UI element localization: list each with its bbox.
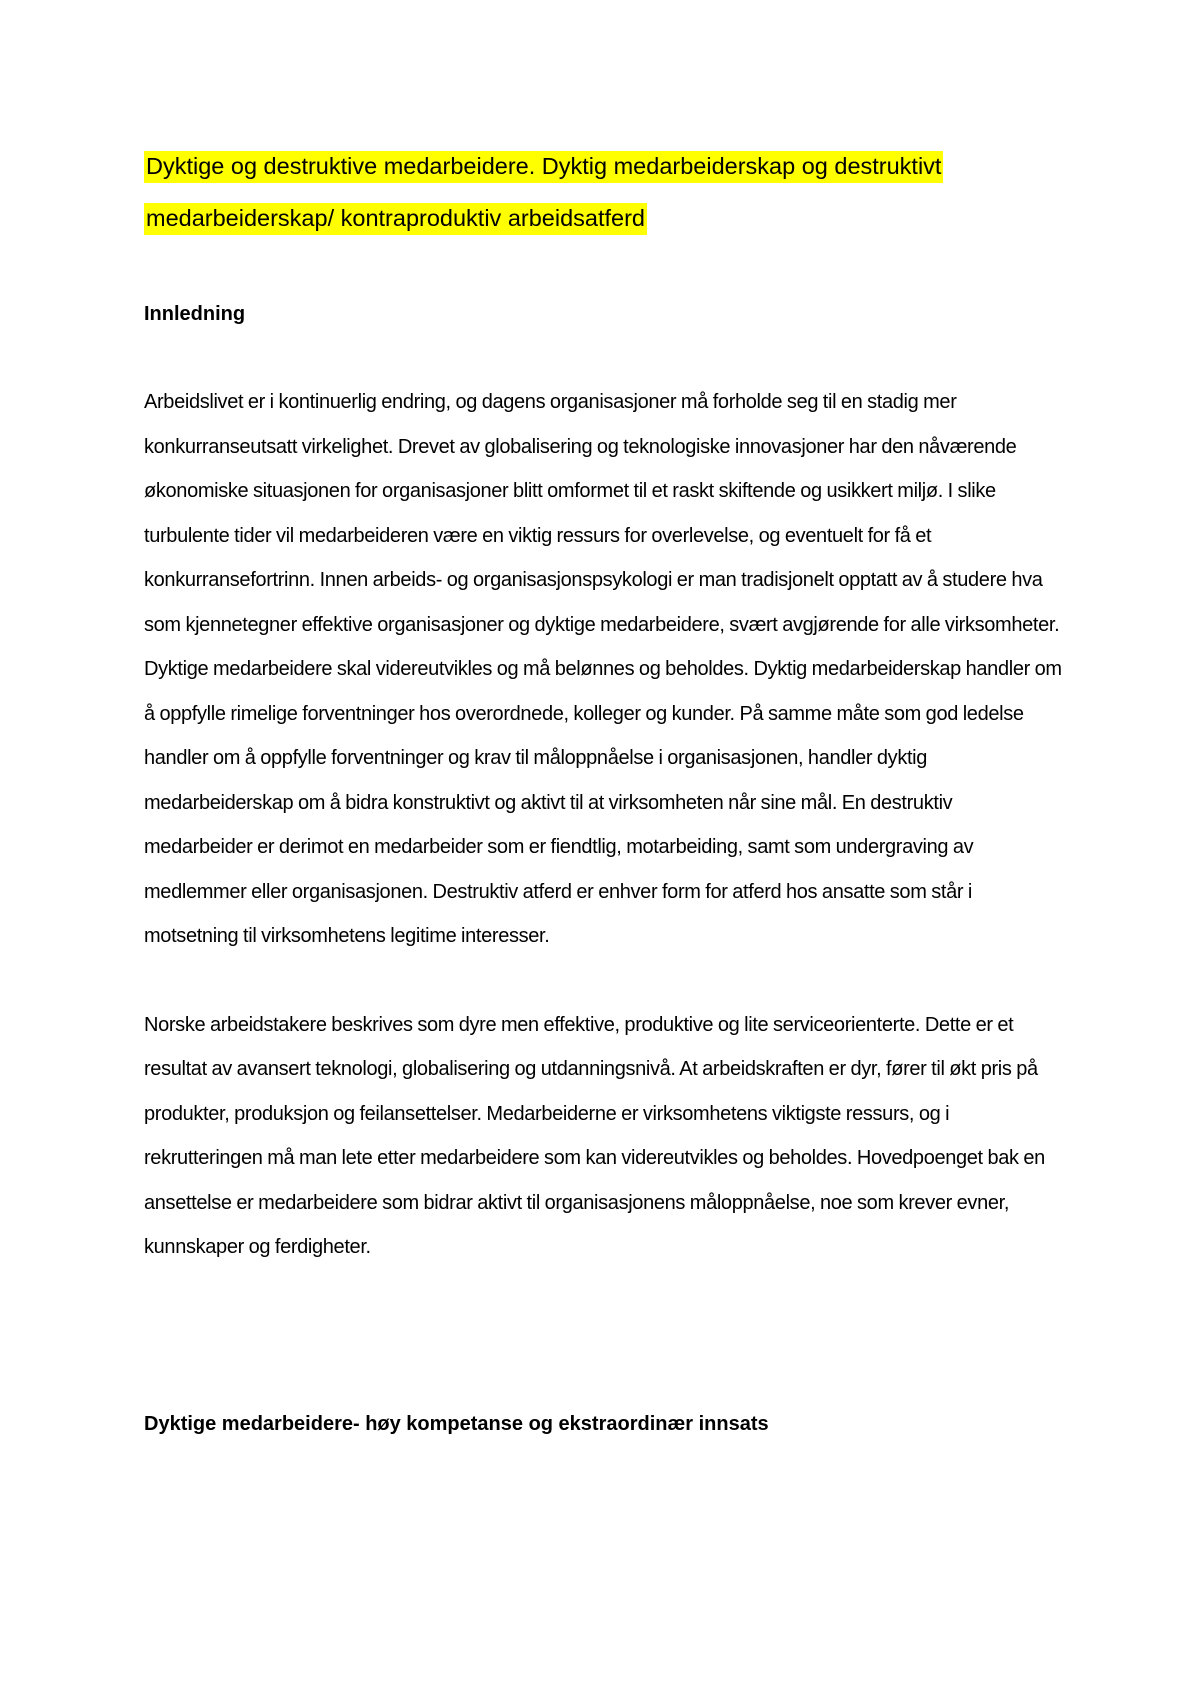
title-line-2: medarbeiderskap/ kontraproduktiv arbeidsatferd xyxy=(144,203,647,235)
document-content xyxy=(144,140,1064,1446)
paragraph-2: Norske arbeidstakere beskrives som dyre men effektive, produktive og lite serviceorienterte. Dette er et resultat av avansert teknologi, globalisering og utdanningsnivå. At arbeidskraften er dyr, fører til økt pris på produkter, produksjon og feilansettelser. Medarbeiderne er virksomhetens viktigste ressurs, og i rekrutteringen må man lete etter medarbeidere som kan videreutvikles og beholdes. Hovedpoenget bak en ansettelse er medarbeidere som bidrar aktivt til organisasjonens måloppnåelse, noe som krever evner, kunnskaper og ferdigheter. xyxy=(144,1013,1045,1258)
title-line-1: Dyktige og destruktive medarbeidere. Dyktig medarbeiderskap og destruktivt xyxy=(144,151,943,183)
paragraph-1: Arbeidslivet er i kontinuerlig endring, og dagens organisasjoner må forholde seg til en stadig mer konkurranseutsatt virkelighet. Drevet av globalisering og teknologiske innovasjoner har den nåværende økonomiske situasjonen for organisasjoner blitt omformet til et raskt skiftende og usikkert miljø. I slike turbulente tider vil medarbeideren være en viktig ressurs for overlevelse, og eventuelt for få et konkurransefortrinn. Innen arbeids- og organisasjonspsykologi er man tradisjonelt opptatt av å studere hva som kjennetegner effektive organisasjoner og dyktige medarbeidere, svært avgjørende for alle virksomheter. Dyktige medarbeidere skal videreutvikles og må belønnes og beholdes. Dyktig medarbeiderskap handler om å oppfylle rimelige forventninger hos overordnede, kolleger og kunder. På samme måte som god ledelse handler om å oppfylle forventninger og krav til måloppnåelse i organisasjonen, handler dyktig medarbeiderskap om å bidra konstruktivt og aktivt til at virksomheten når sine mål. En destruktiv medarbeider er derimot en medarbeider som er fiendtlig, motarbeiding, samt som undergraving av medlemmer eller organisasjonen. Destruktiv atferd er enhver form for atferd hos ansatte som står i motsetning til virksomhetens legitime interesser. xyxy=(144,391,1062,947)
document-title xyxy=(144,140,1064,244)
heading-introduction: Innledning xyxy=(144,303,246,325)
heading-skilled-employees: Dyktige medarbeidere- høy kompetanse og ekstraordinær innsats xyxy=(144,1412,769,1435)
